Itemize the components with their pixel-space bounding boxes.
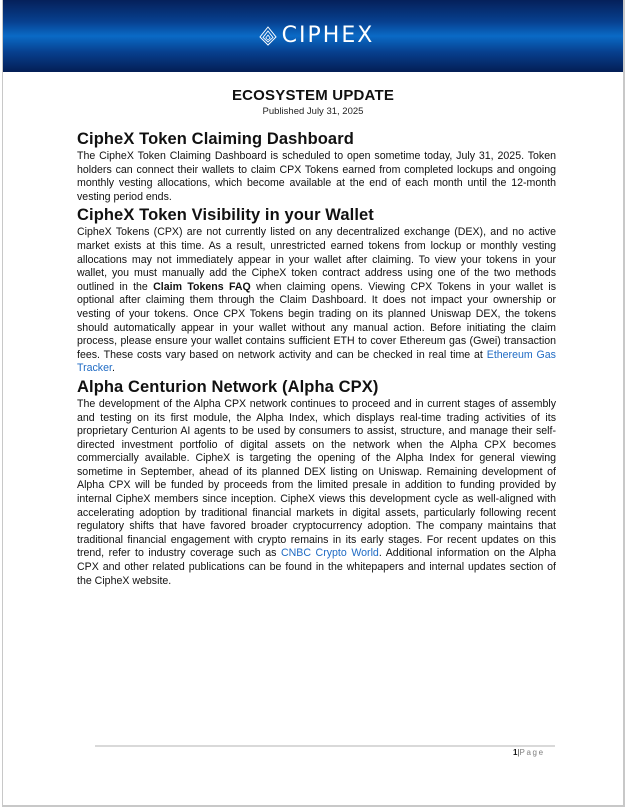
section-token-visibility [77, 204, 556, 376]
paragraph-text: when claiming opens. Viewing CPX Tokens in your wallet is optional after claiming them through the Claim Dashboard. It does not impact your ownership or vesting of your tokens. Once CPX Tokens begin trading on its planned Uniswap DEX, the tokens should automatically appear in your wallet without any manual action. Before initiating the claim process, please ensure your wallet contains sufficient ETH to cover Ethereum gas (Gwei) transaction fees. These costs vary based on network activity and can be checked in real time at [77, 280, 556, 361]
paragraph-text: The development of the Alpha CPX network continues to proceed and in current stages of assembly and testing on its first module, the Alpha Index, which displays real-time trading activities of its proprietary Centurion AI agents to be used by consumers to assist, structure, and manage their self-directed investment portfolio of digital assets on the network when the Alpha CPX becomes commercially available. CipheX is targeting the opening of the Alpha Index for general viewing sometime in September, ahead of its planned DEX listing on Uniswap. Remaining development of Alpha CPX will be funded by proceeds from the limited presale in addition to funding provided by internal CipheX members since inception. CipheX views this development cycle as well-aligned with accelerating adoption by traditional financial markets in digital assets, particularly following recent regulatory shifts that have favored broader cryptocurrency adoption. The company maintains that traditional financial engagement with crypto remains in its early stages. For recent updates on this trend, refer to industry coverage such as [77, 397, 556, 560]
paragraph-text: . Additional information on the Alpha CPX and other related publications can be found in the whitepapers and internal updates section of the CipheX website. [77, 547, 556, 587]
section-paragraph [77, 398, 556, 588]
cnbc-crypto-world-link[interactable]: CNBC Crypto World [280, 547, 379, 560]
section-alpha-centurion [77, 376, 556, 588]
document-header [3, 87, 623, 118]
page-number-footer [513, 748, 545, 757]
document-body [77, 128, 556, 588]
ciphex-diamond-flame-icon [258, 26, 278, 46]
section-title: Alpha Centurion Network (Alpha CPX) [77, 377, 379, 396]
page-label: Page [519, 748, 545, 757]
ethereum-gas-tracker-link[interactable]: Ethereum Gas Tracker [77, 348, 556, 375]
section-claiming-dashboard [77, 128, 556, 204]
footer-divider [95, 745, 555, 747]
claim-tokens-faq-reference: Claim Tokens FAQ [153, 280, 251, 293]
document-title: ECOSYSTEM UPDATE [231, 87, 395, 104]
paragraph-text: . [111, 362, 115, 375]
document-page [2, 0, 625, 807]
section-paragraph [77, 226, 556, 376]
section-title: CipheX Token Claiming Dashboard [77, 130, 354, 148]
ciphex-logo [258, 25, 375, 47]
section-paragraph: The CipheX Token Claiming Dashboard is scheduled to open sometime today, July 31, 2025. Token holders can connect their wallets to claim CPX Tokens earned from completed lockups and ongoing monthly vesting allocations, which become available at the end of each month until the 12-month vesting period ends. [77, 150, 556, 203]
paragraph-text: CipheX Tokens (CPX) are not currently listed on any decentralized exchange (DEX), and no active market exists at this time. As a result, unrestricted earned tokens from lockup or monthly vesting allocations may not immediately appear in your wallet after claiming. To view your tokens in your wallet, you must manually add the CipheX token contract address using one of the two methods outlined in the [77, 226, 556, 293]
published-date: Published July 31, 2025 [262, 106, 364, 117]
brand-wordmark: CIPHEX [281, 23, 375, 48]
page-separator: | [517, 748, 520, 757]
page-number: 1 [513, 748, 518, 757]
section-title: CipheX Token Visibility in your Wallet [77, 206, 374, 225]
header-banner [3, 0, 623, 72]
